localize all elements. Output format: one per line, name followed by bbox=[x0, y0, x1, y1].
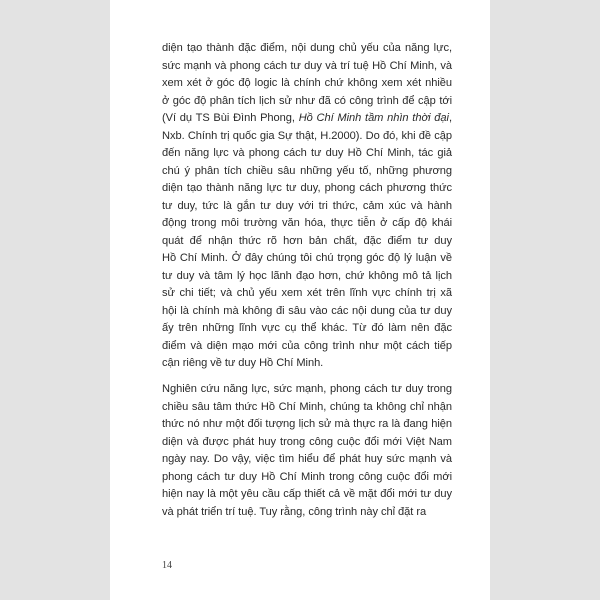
text-line bbox=[162, 338, 452, 356]
text-line bbox=[162, 320, 452, 338]
text-line bbox=[162, 250, 452, 268]
text-segment: sử chi tiết; và chủ yếu xem xét trên lĩnh vực chính trị xã bbox=[162, 287, 452, 299]
text-segment: tư duy và tâm lý học lãnh đạo hơn, chứ không mô tả lịch bbox=[162, 269, 452, 282]
text-line bbox=[162, 381, 452, 399]
text-segment: cận riêng về tư duy Hồ Chí Minh. bbox=[162, 357, 324, 369]
text-segment: hội là chính mà không đi sâu vào các nội dung của tư duy bbox=[162, 304, 452, 317]
text-line bbox=[162, 504, 452, 522]
text-segment: ấy trên những lĩnh vực cụ thể khác. Từ đó làm nên đặc bbox=[162, 322, 452, 334]
text-segment: đến năng lực và phong cách tư duy Hồ Chí Minh, tác giả bbox=[162, 147, 452, 159]
text-line bbox=[162, 128, 452, 146]
text-line bbox=[162, 399, 452, 417]
page-number: 14 bbox=[162, 560, 172, 571]
text-segment: hiện nay là một yêu cầu cấp thiết cả về mặt đổi mới tư duy bbox=[162, 488, 452, 500]
text-segment: ngày nay. Do vậy, việc tìm hiểu để phát huy sức mạnh và bbox=[162, 453, 452, 465]
text-line bbox=[162, 93, 452, 111]
text-line bbox=[162, 215, 452, 233]
book-page bbox=[110, 0, 490, 600]
text-segment: động trong môi trường văn hóa, thực tiễn ở cấp độ khái bbox=[162, 217, 452, 229]
text-segment: ở góc độ phân tích lịch sử như đã có công trình để cập tới bbox=[162, 94, 452, 107]
text-line bbox=[162, 451, 452, 469]
text-line bbox=[162, 303, 452, 321]
text-segment: và phát triển trí tuệ. Tuy rằng, công trình này chỉ đặt ra bbox=[162, 505, 427, 518]
text-line bbox=[162, 58, 452, 76]
book-title-italic: Hồ Chí Minh tầm nhìn thời đại bbox=[298, 112, 449, 124]
text-segment: diện tạo thành đặc điểm, nội dung chủ yếu của năng lực, bbox=[162, 42, 452, 54]
text-segment: diện và được phát huy trong công cuộc đổi mới Việt Nam bbox=[162, 435, 452, 448]
text-segment: (Ví dụ TS Bùi Đình Phong, bbox=[162, 112, 299, 124]
text-line bbox=[162, 486, 452, 504]
text-segment: Hồ Chí Minh. Ở đây chúng tôi chú trọng góc độ lý luận về bbox=[162, 252, 452, 264]
text-line bbox=[162, 233, 452, 251]
text-segment: điểm và diện mạo mới của công trình như một cách tiếp bbox=[162, 339, 452, 352]
text-line bbox=[162, 110, 452, 128]
text-segment: chiều sâu tâm thức Hồ Chí Minh, chúng ta không chỉ nhận bbox=[162, 400, 452, 413]
text-line bbox=[162, 40, 452, 58]
text-line bbox=[162, 180, 452, 198]
text-line bbox=[162, 163, 452, 181]
text-segment: tư duy, tức là gắn tư duy với tri thức, cảm xúc và hành bbox=[162, 199, 452, 212]
paragraph bbox=[162, 381, 452, 521]
text-line bbox=[162, 75, 452, 93]
text-line bbox=[162, 268, 452, 286]
text-segment: xem xét ở góc độ logic là chính chứ không xem xét nhiều bbox=[162, 77, 452, 89]
text-segment: phong cách tư duy Hồ Chí Minh trong công cuộc đổi mới bbox=[162, 470, 452, 483]
text-line bbox=[162, 469, 452, 487]
text-segment: diện tạo thành năng lực tư duy, phong cách phương thức bbox=[162, 182, 452, 194]
text-line bbox=[162, 355, 452, 373]
text-segment: , bbox=[448, 112, 452, 124]
text-line bbox=[162, 434, 452, 452]
text-segment: quát để nhận thức rõ hơn bản chất, đặc điểm tư duy bbox=[162, 234, 452, 247]
page-body bbox=[162, 40, 452, 521]
text-line bbox=[162, 145, 452, 163]
text-line bbox=[162, 285, 452, 303]
text-segment: thức nó như một đối tượng lịch sử mà thực ra là đang hiện bbox=[162, 418, 452, 430]
text-line bbox=[162, 416, 452, 434]
paragraph bbox=[162, 40, 452, 373]
text-segment: Nghiên cứu năng lực, sức mạnh, phong cách tư duy trong bbox=[162, 383, 452, 395]
text-segment: Nxb. Chính trị quốc gia Sự thật, H.2000). Do đó, khi đề cập bbox=[162, 129, 452, 142]
text-line bbox=[162, 198, 452, 216]
text-segment: chú ý phân tích chiều sâu những yếu tố, những phương bbox=[162, 164, 452, 177]
text-segment: sức mạnh và phong cách tư duy và trí tuệ Hồ Chí Minh, và bbox=[162, 59, 452, 72]
